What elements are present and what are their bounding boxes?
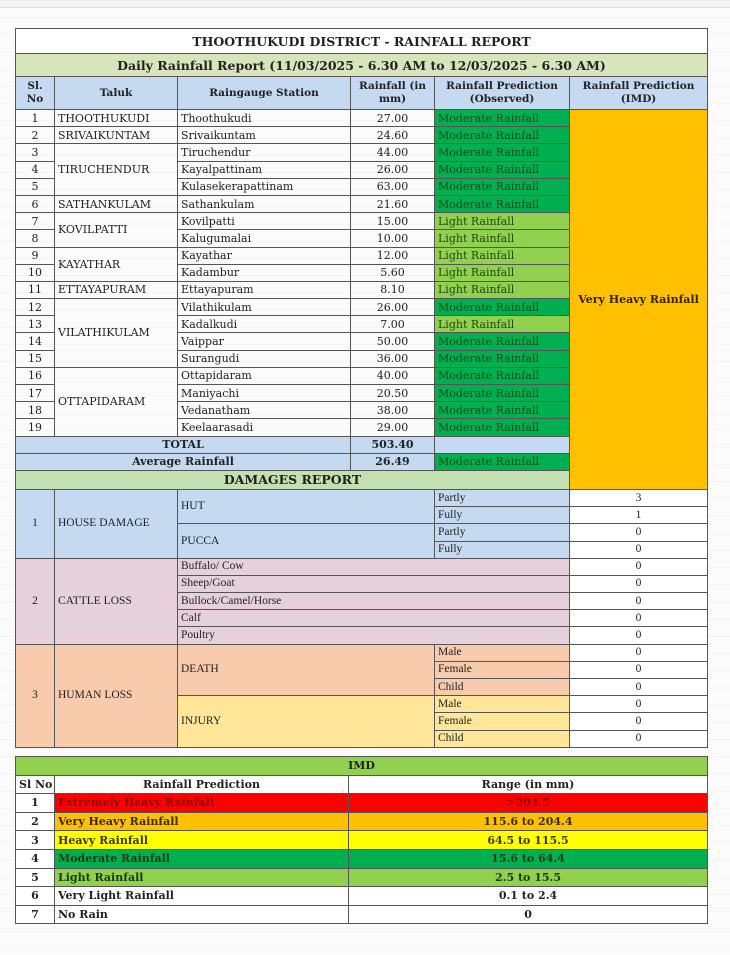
station-cell: Surangudi (178, 350, 351, 367)
observed-cell: Light Rainfall (435, 230, 570, 247)
station-cell: Vedanatham (178, 402, 351, 419)
rainfall-cell: 44.00 (351, 144, 435, 161)
sl-no-cell: 10 (16, 264, 55, 281)
header-station: Raingauge Station (178, 77, 351, 110)
imd-header-prediction: Rainfall Prediction (55, 775, 349, 794)
header-observed: Rainfall Prediction (Observed) (435, 77, 570, 110)
observed-cell: Moderate Rainfall (435, 110, 570, 127)
imd-sl: 7 (16, 905, 55, 924)
pucca_partly-value: 0 (570, 524, 708, 541)
rainfall-cell: 38.00 (351, 402, 435, 419)
cattle-item-label: Poultry (178, 627, 570, 644)
death_male-value: 0 (570, 644, 708, 661)
hut_fully-value: 1 (570, 507, 708, 524)
sl-no-cell: 12 (16, 299, 55, 316)
hut-label: HUT (178, 489, 435, 523)
taluk-cell: SATHANKULAM (55, 195, 178, 212)
child-label: Child (435, 679, 570, 696)
taluk-cell: TIRUCHENDUR (55, 144, 178, 196)
pucca-label: PUCCA (178, 524, 435, 558)
taluk-cell: ETTAYAPURAM (55, 281, 178, 298)
injury-label: INJURY (178, 696, 435, 748)
cattle-item-label: Calf (178, 610, 570, 627)
hut_partly-value: 3 (570, 489, 708, 506)
imd-legend-row (16, 868, 708, 887)
cattle-item-value: 0 (570, 593, 708, 610)
imd-prediction: Moderate Rainfall (55, 849, 349, 868)
rainfall-cell: 10.00 (351, 230, 435, 247)
station-cell: Kayalpattinam (178, 161, 351, 178)
imd-sl: 6 (16, 887, 55, 906)
sl-no-cell: 15 (16, 350, 55, 367)
cattle-item-value: 0 (570, 610, 708, 627)
partly-label: Partly (435, 489, 570, 506)
average-label: Average Rainfall (16, 453, 351, 470)
rainfall-cell: 12.00 (351, 247, 435, 264)
header-sl-no: Sl. No (16, 77, 55, 110)
header-taluk: Taluk (55, 77, 178, 110)
house-damage-label: HOUSE DAMAGE (55, 489, 178, 558)
cattle-item-label: Bullock/Camel/Horse (178, 593, 570, 610)
station-cell: Sathankulam (178, 195, 351, 212)
imd-range: 0 (349, 905, 708, 924)
death_child-value: 0 (570, 679, 708, 696)
sl-no-cell: 4 (16, 161, 55, 178)
station-cell: Maniyachi (178, 385, 351, 402)
house-damage-row (16, 489, 708, 506)
imd-prediction: Very Light Rainfall (55, 887, 349, 906)
sl-no-cell: 6 (16, 195, 55, 212)
observed-cell: Moderate Rainfall (435, 178, 570, 195)
imd-sl: 2 (16, 812, 55, 831)
imd-range: 115.6 to 204.4 (349, 812, 708, 831)
observed-cell: Moderate Rainfall (435, 333, 570, 350)
station-cell: Keelaarasadi (178, 419, 351, 436)
rainfall-cell: 29.00 (351, 419, 435, 436)
imd-prediction: Extremely Heavy Rainfall (55, 794, 349, 813)
sl-no-cell: 9 (16, 247, 55, 264)
sl-no-cell: 8 (16, 230, 55, 247)
imd-prediction: Light Rainfall (55, 868, 349, 887)
station-cell: Tiruchendur (178, 144, 351, 161)
sl-no-cell: 3 (16, 144, 55, 161)
imd-legend-row (16, 905, 708, 924)
station-cell: Srivaikuntam (178, 127, 351, 144)
imd-sl: 5 (16, 868, 55, 887)
header-rainfall: Rainfall (in mm) (351, 77, 435, 110)
sl-no-cell: 11 (16, 281, 55, 298)
child-label: Child (435, 730, 570, 747)
observed-cell: Moderate Rainfall (435, 127, 570, 144)
human-loss-label: HUMAN LOSS (55, 644, 178, 747)
observed-cell: Moderate Rainfall (435, 402, 570, 419)
rainfall-cell: 26.00 (351, 161, 435, 178)
cattle-item-value: 0 (570, 558, 708, 575)
imd-prediction: Heavy Rainfall (55, 831, 349, 850)
station-cell: Kulasekerapattinam (178, 178, 351, 195)
cattle-sl: 2 (16, 558, 55, 644)
sl-no-cell: 1 (16, 110, 55, 127)
sl-no-cell: 14 (16, 333, 55, 350)
imd-prediction: No Rain (55, 905, 349, 924)
station-cell: Kadambur (178, 264, 351, 281)
partly-label: Partly (435, 524, 570, 541)
rainfall-cell: 40.00 (351, 367, 435, 384)
imd-prediction-cell: Very Heavy Rainfall (570, 110, 708, 490)
observed-cell: Light Rainfall (435, 316, 570, 333)
sl-no-cell: 19 (16, 419, 55, 436)
injury_female-value: 0 (570, 713, 708, 730)
sl-no-cell: 13 (16, 316, 55, 333)
imd-range: 64.5 to 115.5 (349, 831, 708, 850)
station-cell: Kovilpatti (178, 213, 351, 230)
female-label: Female (435, 713, 570, 730)
rainfall-cell: 26.00 (351, 299, 435, 316)
death_female-value: 0 (570, 661, 708, 678)
observed-cell: Moderate Rainfall (435, 385, 570, 402)
cattle-loss-row (16, 558, 708, 575)
rainfall-cell: 63.00 (351, 178, 435, 195)
rainfall-report-table (15, 28, 708, 748)
sl-no-cell: 5 (16, 178, 55, 195)
human-sl: 3 (16, 644, 55, 747)
rainfall-cell: 5.60 (351, 264, 435, 281)
imd-range: 0.1 to 2.4 (349, 887, 708, 906)
death-label: DEATH (178, 644, 435, 696)
imd-prediction: Very Heavy Rainfall (55, 812, 349, 831)
station-cell: Vaippar (178, 333, 351, 350)
cattle-item-value: 0 (570, 627, 708, 644)
total-label: TOTAL (16, 436, 351, 453)
observed-cell: Moderate Rainfall (435, 350, 570, 367)
taluk-cell: VILATHIKULAM (55, 299, 178, 368)
cattle-loss-label: CATTLE LOSS (55, 558, 178, 644)
observed-cell: Light Rainfall (435, 264, 570, 281)
rainfall-cell: 50.00 (351, 333, 435, 350)
rainfall-cell: 27.00 (351, 110, 435, 127)
observed-cell: Moderate Rainfall (435, 419, 570, 436)
imd-sl: 1 (16, 794, 55, 813)
cattle-item-label: Sheep/Goat (178, 575, 570, 592)
observed-cell: Light Rainfall (435, 247, 570, 264)
damages-title: DAMAGES REPORT (16, 470, 570, 489)
rainfall-cell: 15.00 (351, 213, 435, 230)
observed-cell: Moderate Rainfall (435, 144, 570, 161)
imd-sl: 3 (16, 831, 55, 850)
station-cell: Kalugumalai (178, 230, 351, 247)
male-label: Male (435, 696, 570, 713)
total-value: 503.40 (351, 436, 435, 453)
station-cell: Kadalkudi (178, 316, 351, 333)
fully-label: Fully (435, 507, 570, 524)
imd-range: 15.6 to 64.4 (349, 849, 708, 868)
rainfall-cell: 21.60 (351, 195, 435, 212)
average-observed: Moderate Rainfall (435, 453, 570, 470)
observed-cell: Moderate Rainfall (435, 367, 570, 384)
sl-no-cell: 16 (16, 367, 55, 384)
average-value: 26.49 (351, 453, 435, 470)
rainfall-cell: 24.60 (351, 127, 435, 144)
station-cell: Ettayapuram (178, 281, 351, 298)
rainfall-cell: 20.50 (351, 385, 435, 402)
taluk-cell: OTTAPIDARAM (55, 367, 178, 436)
imd-sl: 4 (16, 849, 55, 868)
cattle-item-label: Buffalo/ Cow (178, 558, 570, 575)
male-label: Male (435, 644, 570, 661)
observed-cell: Moderate Rainfall (435, 161, 570, 178)
imd-range: >204.5 (349, 794, 708, 813)
injury_male-value: 0 (570, 696, 708, 713)
taluk-cell: SRIVAIKUNTAM (55, 127, 178, 144)
imd-legend-row (16, 812, 708, 831)
sl-no-cell: 17 (16, 385, 55, 402)
observed-cell: Light Rainfall (435, 213, 570, 230)
imd-legend-row (16, 849, 708, 868)
report-subtitle: Daily Rainfall Report (11/03/2025 - 6.30 AM to 12/03/2025 - 6.30 AM) (16, 54, 708, 77)
station-cell: Vilathikulam (178, 299, 351, 316)
header-imd: Rainfall Prediction (IMD) (570, 77, 708, 110)
imd-title: IMD (16, 757, 708, 776)
sl-no-cell: 2 (16, 127, 55, 144)
taluk-cell: KOVILPATTI (55, 213, 178, 247)
cattle-item-value: 0 (570, 575, 708, 592)
station-cell: Kayathar (178, 247, 351, 264)
report-title: THOOTHUKUDI DISTRICT - RAINFALL REPORT (16, 29, 708, 54)
imd-legend-row (16, 794, 708, 813)
sl-no-cell: 7 (16, 213, 55, 230)
table-row (16, 110, 708, 127)
rainfall-cell: 7.00 (351, 316, 435, 333)
imd-legend-row (16, 887, 708, 906)
station-cell: Thoothukudi (178, 110, 351, 127)
imd-legend-table (15, 756, 708, 924)
imd-header-range: Range (in mm) (349, 775, 708, 794)
fully-label: Fully (435, 541, 570, 558)
station-cell: Ottapidaram (178, 367, 351, 384)
observed-cell: Moderate Rainfall (435, 195, 570, 212)
rainfall-cell: 36.00 (351, 350, 435, 367)
taluk-cell: THOOTHUKUDI (55, 110, 178, 127)
house-sl: 1 (16, 489, 55, 558)
imd-header-sl: Sl No (16, 775, 55, 794)
sl-no-cell: 18 (16, 402, 55, 419)
injury_child-value: 0 (570, 730, 708, 747)
observed-cell: Light Rainfall (435, 281, 570, 298)
imd-legend-row (16, 831, 708, 850)
rainfall-cell: 8.10 (351, 281, 435, 298)
female-label: Female (435, 661, 570, 678)
human-loss-row (16, 644, 708, 661)
taluk-cell: KAYATHAR (55, 247, 178, 281)
observed-cell: Moderate Rainfall (435, 299, 570, 316)
pucca_fully-value: 0 (570, 541, 708, 558)
imd-range: 2.5 to 15.5 (349, 868, 708, 887)
total-observed-empty (435, 436, 570, 453)
